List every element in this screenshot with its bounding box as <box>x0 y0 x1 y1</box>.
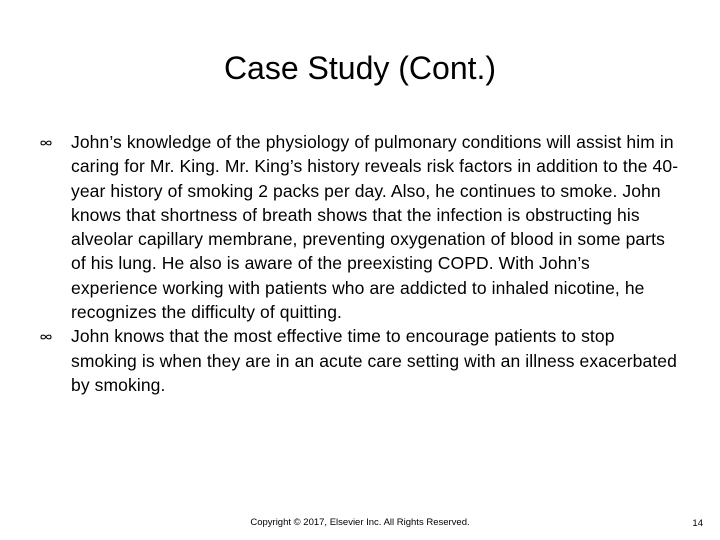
slide-title: Case Study (Cont.) <box>223 50 497 86</box>
footer-copyright <box>0 517 720 529</box>
bullet-text: John knows that the most effective time to encourage patients to stop smoking is when they are in an acute care setting with an illness exacerbated by smoking. <box>71 326 677 395</box>
bullet-item <box>40 130 680 324</box>
page-number: 14 <box>692 518 703 529</box>
bullet-text: John’s knowledge of the physiology of pulmonary conditions will assist him in caring for Mr. King. Mr. King’s history reveals risk factors in addition to the 40-year history of smoking 2 packs per day. Also, he continues to smoke. John knows that shortness of breath shows that the infection is obstructing his alveolar capillary membrane, preventing oxygenation of blood in some parts of his lung. He also is aware of the preexisting COPD. With John’s experience working with patients who are addicted to inhaled nicotine, he recognizes the difficulty of quitting. <box>71 132 679 323</box>
infinity-bullet-icon <box>40 139 52 147</box>
bullet-list <box>40 130 680 397</box>
bullet-item <box>40 324 680 397</box>
infinity-bullet-icon <box>40 333 52 341</box>
copyright-text: Copyright © 2017, Elsevier Inc. All Rights Reserved. <box>250 517 470 528</box>
